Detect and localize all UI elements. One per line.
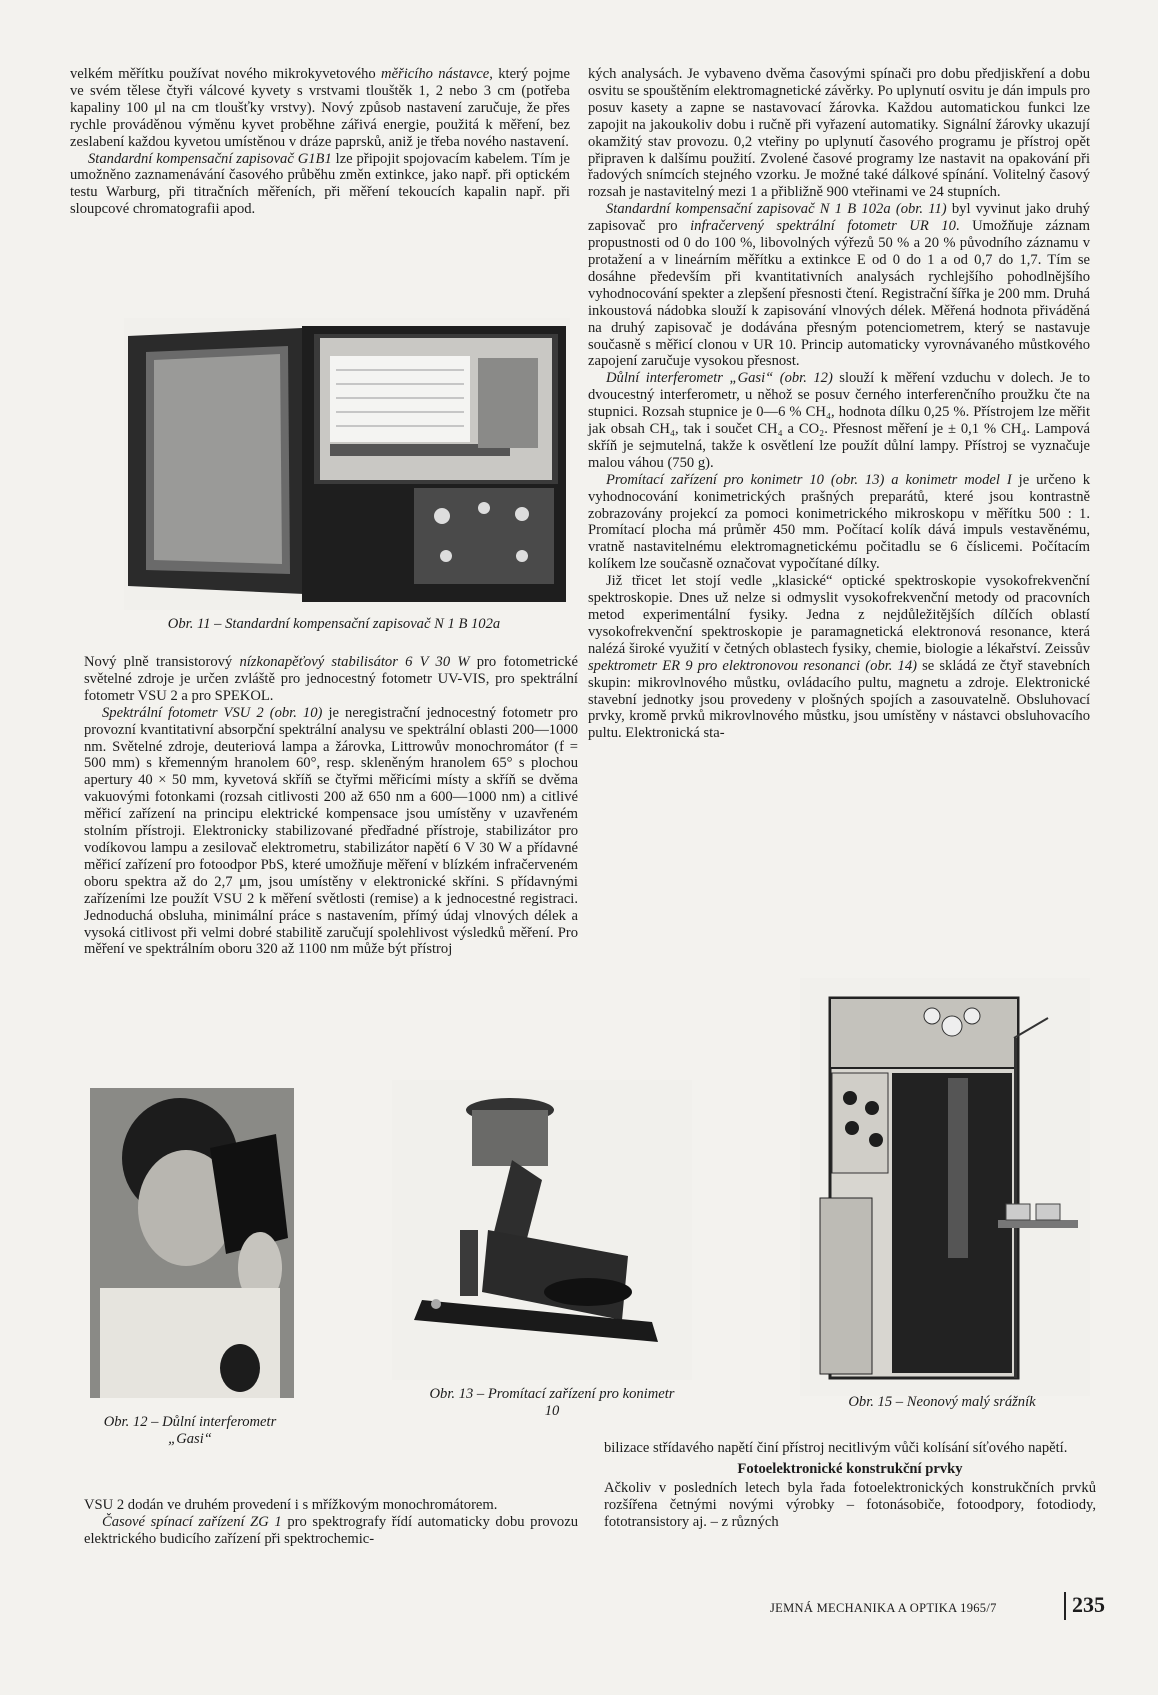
paragraph: velkém měřítku používat nového mikrokyvetového měřicího nástavce, který pojme ve svém tělese čtyři válcové kyvety s vrstvami tlouštěk 1, 2 nebo 3 cm (potřeba kapaliny 100 μl na cm tloušťky vrstvy). Nový způsob nastavení zaručuje, že přes rychle prováděnou výměnu kyvet proběhne zářivá energie, použitá k měření, bez zeslabení každou kyvetou umístěnou v dráze paprsků, aniž je třeba nového nastavení. (70, 66, 570, 150)
journal-name: JEMNÁ MECHANIKA A OPTIKA 1965/7 (770, 1601, 997, 1615)
figure-14-photo (800, 978, 1090, 1396)
paragraph: Standardní kompensační zapisovač N 1 B 102a (obr. 11) byl vyvinut jako druhý zapisovač pro infračervený spektrální fotometr UR 10. Umožňuje záznam propustnosti od 0 do 100 %, libovolných výřezů 50 % a 20 % původního záznamu v protažení a v lineárním měřítku a extinkce E od 0 do 1 a od 0,7 do 1,7. Tím se dosáhne především při kvantitativních analysách rychlejšího pohodlnějšího vyhodnocování spekter a zlepšení přesnosti čtení. Registrační šířka je 200 mm. Druhá inkoustová nádobka slouží k zapisování vlnových délek. Měřená hodnota přiváděná na druhý zapisovač je dodávána přesným potenciometrem, který se nastavuje současně s měřicí clonou v UR 10. Princip automaticky vyrovnávaného můstkového zapojení zaručuje vysokou přesnost. (588, 201, 1090, 370)
page-number: 235 (1072, 1592, 1105, 1617)
paragraph: Důlní interferometr „Gasi“ (obr. 12) slouží k měření vzduchu v dolech. Je to dvoucestný interferometr, u něhož se posuv černého interferenčního proužku čte na stupnici. Rozsah stupnice je 0—6 % CH₄, hodnota dílku 0,25 %. Přístrojem lze měřit jak obsah CH₄, tak i součet CH₄ a CO₂. Přesnost měření je ± 0,1 % CH₄. Lampová skříň je sejmutelná, takže k osvětlení lze použít důlní lampy. Přístroj se vyznačuje malou váhou (750 g). (588, 370, 1090, 471)
text-column-left-bottom (84, 1497, 578, 1548)
figure-12-caption (70, 1414, 310, 1448)
paragraph: Nový plně transistorový nízkonapěťový stabilisátor 6 V 30 W pro fotometrické světelné zdroje je určen zvláště pro jednocestný fotometr UV-VIS, pro spektrální fotometr VSU 2 a pro SPEKOL. (84, 654, 578, 704)
paragraph: Již třicet let stojí vedle „klasické“ optické spektroskopie vysokofrekvenční spektroskopie. Dnes už nelze si odmyslit vysokofrekvenční metody od pracovních metod experimentální fysiky. Jedna z nejdůležitějších dílčích oblastí vysokofrekvenční spektroskopie je paramagnetická elektronová resonance, která nalézá široké využití v četných oblastech fysiky, chemie, biologie a lékařství. Zeissův spektrometr ER 9 pro elektronovou resonanci (obr. 14) se skládá ze čtyř stavebních skupin: mikrovlnového můstku, ovládacího pultu, magnetu a zdroje. Elektronické stavební jednotky jsou provedeny v plošných spojích a zasouvatelně. Obsluhovací prvky, kromě prvků mikrovlnového můstku, jsou umístěny v nástavci obsluhovacího pultu. Elektronická sta- (588, 573, 1091, 742)
text-column-left-middle (84, 654, 578, 958)
paragraph: kých analysách. Je vybaveno dvěma časovými spínači pro dobu předjiskření a dobu osvitu se spouštěním elektromagnetické závěrky. Po uplynutí osvitu je dán impuls pro posuv kasety a zapne se nastavovací žárovka. Každou automatickou funkci lze zapojit na jakoukoliv dobu i ručně při vyřazení automatiky. Signální žárovky ukazují okamžitý stav provozu. 0,2 vteřiny po uplynutí časového programu je přístroj opět připraven k dalšímu použití. Zvolené časové programy lze nastavit na opakování při řadových snímcích stejného vzorku. Je možné také dálkové spínání. Volitelný časový rozsah je nastavitelný mezi 1 a přibližně 900 vteřinami ve 24 stupních. (588, 66, 1090, 201)
figure-13-caption-line2: 10 (544, 1403, 560, 1419)
text-column-right-bottom (604, 1440, 1096, 1531)
section-heading: Fotoelektronické konstrukční prvky (737, 1460, 963, 1477)
text-column-left-top (70, 66, 570, 218)
text-column-right-top (588, 66, 1090, 742)
paragraph: Časové spínací zařízení ZG 1 pro spektrografy řídí automaticky dobu provozu elektrického budicího zařízení při spektrochemic- (84, 1513, 578, 1547)
right-bottom-paragraphs (604, 1440, 1096, 1457)
paragraph: Standardní kompensační zapisovač G1B1 lze připojit spojovacím kabelem. Tím je umožněno zaznamenávání časového průběhu změn extinkce, jako např. při optickém testu Warburg, při titračních měřeních, při měření tekoucích kapalin např. při sloupcové chromatografii apod. (70, 150, 570, 218)
figure-12-caption-line1: Obr. 12 – Důlní interferometr (103, 1414, 277, 1430)
figure-13-caption (366, 1386, 738, 1420)
figure-13-photo (392, 1080, 692, 1380)
paragraph: Promítací zařízení pro konimetr 10 (obr. 13) a konimetr model I je určeno k vyhodnocování konimetrických prašných preparátů, které jsou kontrastně zobrazovány projekcí za pomoci konimetrického mikroskopu v měřítku 500 : 1. Promítací plocha má průměr 450 mm. Počítací kolík dává impuls vestavěnému, vratně nastavitelnému elektromagnetickému počitadlu se 6 číslicemi. Počítacím kolíkem lze současně označovat vypočítané dílky. (588, 471, 1090, 573)
paragraph: VSU 2 dodán ve druhém provedení i s mřížkovým monochromátorem. (84, 1497, 498, 1513)
figure-11-photo (124, 318, 570, 610)
figure-12-caption-line2: „Gasi“ (168, 1431, 212, 1447)
paragraph: Spektrální fotometr VSU 2 (obr. 10) je neregistrační jednocestný fotometr pro provozní kvantitativní absorpční spektrální analysu ve spektrální oblasti 200—1000 nm. Světelné zdroje, deuteriová lampa a žárovka, Littrowův monochromátor (f = 500 mm) s křemenným hranolem 60°, resp. skleněným hranolem 65° s plochou apertury 40 × 50 mm, kyvetová skříň se čtyřmi měřicími místy a skříň se dvěma vakuovými fotonkami (rozsah citlivosti 200 až 650 nm a 600—1000 nm) a citlivé měřicí zařízení na principu elektrické kompensace jsou umístěny v uzavřeném stolním přístroji. Elektronicky stabilizované předřadné přístroje, stabilizátor pro vodíkovou lampu a zesilovač elektrometru, stabilizátor napětí 6 V 30 W a přídavné měřicí zařízení pro fotoodpor PbS, které umožňuje měření v blízkém infračerveném oboru spektra až do 2,7 μm, jsou umístěny v elektronické skříni. S přídavnými zařízeními lze použít VSU 2 k měření světlosti (remise) a k jednocestné registraci. Jednoduchá obsluha, minimální práce s nastavením, přímý údaj vlnových délek a vysoká citlivost při velmi dobré stabilitě zaručují spolehlivost výsledků měření. Pro měření ve spektrálním oboru 320 až 1100 nm může být přístroj (84, 704, 578, 958)
figure-11-caption: Obr. 11 – Standardní kompensační zapisovač N 1 B 102a (167, 616, 501, 632)
right-bottom-paragraphs-after (604, 1480, 1096, 1531)
figure-12-photo (90, 1088, 294, 1398)
figure-13-caption-line1: Obr. 13 – Promítací zařízení pro konimetr (429, 1386, 675, 1402)
paragraph: Ačkoliv v posledních letech byla řada fotoelektronických konstrukčních prvků rozšířena četnými novými výrobky – fotonásobiče, fotoodpory, fotodiody, fototransistory aj. – z různých (604, 1479, 1096, 1530)
footer-divider (1064, 1592, 1066, 1620)
paragraph: bilizace střídavého napětí činí přístroj necitlivým vůči kolísání síťového napětí. (604, 1440, 1068, 1456)
figure-15-caption: Obr. 15 – Neonový malý srážník (848, 1394, 1036, 1410)
page-footer (770, 1592, 1105, 1622)
